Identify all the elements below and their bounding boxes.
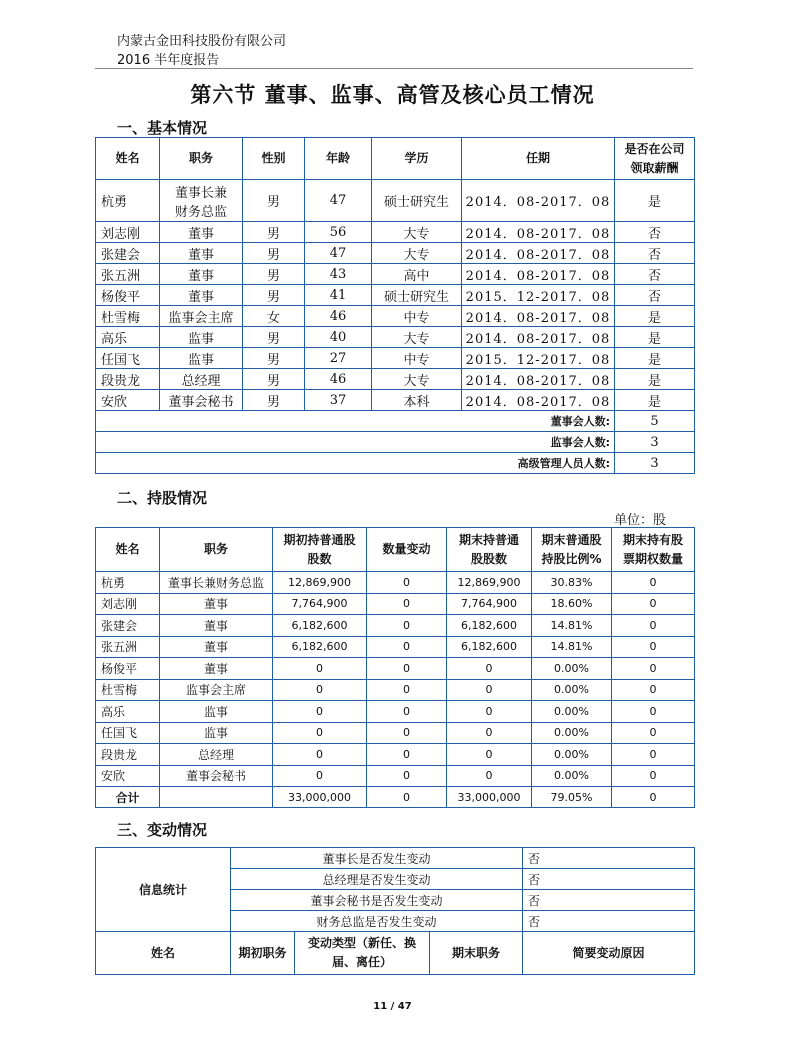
header-cell: 数量变动 [367, 528, 447, 572]
cell-change: 0 [367, 593, 447, 615]
cell-paid: 是 [615, 390, 695, 411]
cell-duty: 董事 [160, 593, 273, 615]
cell-options: 0 [612, 744, 695, 766]
cell-gender: 男 [243, 369, 305, 390]
change-question: 董事会秘书是否发生变动 [231, 890, 523, 911]
table-row [96, 615, 695, 637]
cell-duty: 董事 [160, 615, 273, 637]
total-row [96, 787, 695, 808]
cell-duty: 董事长兼财务总监 [160, 180, 243, 222]
table-row [96, 636, 695, 658]
cell-paid: 是 [615, 327, 695, 348]
cell-paid: 否 [615, 222, 695, 243]
cell-name: 张建会 [96, 615, 160, 637]
change-answer: 否 [523, 890, 695, 911]
cell-age: 56 [305, 222, 372, 243]
cell-education: 大专 [372, 327, 462, 348]
header-cell: 简要变动原因 [523, 932, 695, 975]
table-row [96, 180, 695, 222]
cell-end-shares: 0 [447, 658, 532, 680]
cell-change: 0 [367, 658, 447, 680]
cell-ratio: 30.83% [532, 572, 612, 594]
cell-start-shares: 0 [273, 722, 367, 744]
cell-end-shares: 12,869,900 [447, 572, 532, 594]
cell-name: 高乐 [96, 701, 160, 723]
cell-paid: 是 [615, 369, 695, 390]
cell-options: 0 [612, 593, 695, 615]
table-row [96, 369, 695, 390]
cell-paid: 是 [615, 180, 695, 222]
cell-name: 杜雪梅 [96, 306, 160, 327]
cell-term: 2014．08-2017．08 [462, 264, 615, 285]
total-label: 合计 [96, 787, 160, 808]
cell-name: 段贵龙 [96, 369, 160, 390]
summary-row [96, 411, 695, 432]
cell-term: 2015．12-2017．08 [462, 285, 615, 306]
change-answer: 否 [523, 848, 695, 869]
change-header-row [96, 932, 695, 975]
cell-name: 张五洲 [96, 636, 160, 658]
header-cell: 期末普通股持股比例% [532, 528, 612, 572]
cell-gender: 男 [243, 180, 305, 222]
report-name: 2016 半年度报告 [117, 53, 220, 68]
summary-row [96, 432, 695, 453]
cell-start-shares: 6,182,600 [273, 636, 367, 658]
cell-ratio: 0.00% [532, 701, 612, 723]
cell-duty: 总经理 [160, 744, 273, 766]
cell-age: 43 [305, 264, 372, 285]
cell-end-shares: 0 [447, 744, 532, 766]
table-row [96, 327, 695, 348]
cell-change: 0 [367, 636, 447, 658]
header-cell: 期初职务 [231, 932, 295, 975]
table-row [96, 701, 695, 723]
header-cell: 职务 [160, 528, 273, 572]
change-question: 财务总监是否发生变动 [231, 911, 523, 932]
cell-duty: 总经理 [160, 369, 243, 390]
cell-name: 杭勇 [96, 572, 160, 594]
cell-gender: 男 [243, 390, 305, 411]
cell-age: 47 [305, 180, 372, 222]
cell-term: 2014．08-2017．08 [462, 180, 615, 222]
cell-start-shares: 6,182,600 [273, 615, 367, 637]
table-row [96, 264, 695, 285]
table-header-row [96, 138, 695, 180]
header-cell: 是否在公司领取薪酬 [615, 138, 695, 180]
section-basic-title: 一、基本情况 [117, 119, 208, 137]
cell-term: 2014．08-2017．08 [462, 243, 615, 264]
change-answer: 否 [523, 911, 695, 932]
page-title: 第六节 董事、监事、高管及核心员工情况 [190, 83, 595, 107]
total-options: 0 [612, 787, 695, 808]
page-number: 11 / 47 [373, 1001, 412, 1012]
header-rule [95, 68, 693, 69]
cell-ratio: 14.81% [532, 615, 612, 637]
cell-change: 0 [367, 701, 447, 723]
header-cell: 期末持普通股股数 [447, 528, 532, 572]
header-cell: 学历 [372, 138, 462, 180]
cell-name: 刘志刚 [96, 222, 160, 243]
cell-end-shares: 0 [447, 701, 532, 723]
cell-start-shares: 12,869,900 [273, 572, 367, 594]
cell-age: 46 [305, 306, 372, 327]
cell-name: 张建会 [96, 243, 160, 264]
header-cell: 变动类型（新任、换届、离任） [295, 932, 430, 975]
total-ratio: 79.05% [532, 787, 612, 808]
changes-table [95, 847, 695, 975]
cell-start-shares: 0 [273, 679, 367, 701]
cell-gender: 男 [243, 264, 305, 285]
cell-term: 2014．08-2017．08 [462, 390, 615, 411]
cell-start-shares: 0 [273, 701, 367, 723]
cell-education: 大专 [372, 243, 462, 264]
cell-duty: 董事 [160, 243, 243, 264]
holdings-table [95, 527, 695, 808]
cell-gender: 男 [243, 327, 305, 348]
cell-education: 大专 [372, 222, 462, 243]
cell-change: 0 [367, 679, 447, 701]
cell-age: 37 [305, 390, 372, 411]
cell-education: 中专 [372, 306, 462, 327]
cell-change: 0 [367, 615, 447, 637]
company-name: 内蒙古金田科技股份有限公司 [117, 34, 287, 49]
cell-gender: 男 [243, 243, 305, 264]
cell-change: 0 [367, 572, 447, 594]
table-row [96, 285, 695, 306]
cell-age: 46 [305, 369, 372, 390]
table-row [96, 306, 695, 327]
cell-duty: 监事会主席 [160, 679, 273, 701]
change-answer: 否 [523, 869, 695, 890]
cell-name: 杨俊平 [96, 658, 160, 680]
cell-education: 大专 [372, 369, 462, 390]
cell-education: 高中 [372, 264, 462, 285]
cell-options: 0 [612, 636, 695, 658]
cell-options: 0 [612, 765, 695, 787]
cell-options: 0 [612, 658, 695, 680]
cell-options: 0 [612, 722, 695, 744]
cell-gender: 男 [243, 348, 305, 369]
cell-name: 段贵龙 [96, 744, 160, 766]
header-cell: 期末持有股票期权数量 [612, 528, 695, 572]
table-row [96, 222, 695, 243]
cell-education: 本科 [372, 390, 462, 411]
total-change: 0 [367, 787, 447, 808]
cell-start-shares: 0 [273, 658, 367, 680]
cell-ratio: 0.00% [532, 679, 612, 701]
header-cell: 年龄 [305, 138, 372, 180]
cell-end-shares: 6,182,600 [447, 636, 532, 658]
cell-duty: 监事会主席 [160, 306, 243, 327]
cell-name: 刘志刚 [96, 593, 160, 615]
basic-info-table [95, 137, 695, 474]
table-row [96, 243, 695, 264]
cell-end-shares: 0 [447, 765, 532, 787]
summary-value: 5 [615, 411, 695, 432]
cell-start-shares: 0 [273, 744, 367, 766]
total-start: 33,000,000 [273, 787, 367, 808]
cell-options: 0 [612, 701, 695, 723]
cell-term: 2014．08-2017．08 [462, 306, 615, 327]
info-stat-label: 信息统计 [96, 848, 231, 932]
section-holdings-title: 二、持股情况 [117, 489, 208, 507]
cell-duty: 监事 [160, 722, 273, 744]
cell-paid: 否 [615, 285, 695, 306]
total-end: 33,000,000 [447, 787, 532, 808]
cell-options: 0 [612, 679, 695, 701]
table-row [96, 765, 695, 787]
summary-label: 董事会人数: [96, 411, 615, 432]
cell-options: 0 [612, 572, 695, 594]
cell-options: 0 [612, 615, 695, 637]
header-cell: 姓名 [96, 138, 160, 180]
cell-name: 杭勇 [96, 180, 160, 222]
cell-paid: 是 [615, 306, 695, 327]
cell-paid: 否 [615, 243, 695, 264]
cell-start-shares: 7,764,900 [273, 593, 367, 615]
cell-duty: 董事会秘书 [160, 390, 243, 411]
cell-education: 硕士研究生 [372, 180, 462, 222]
table-row [96, 679, 695, 701]
unit-label: 单位：股 [614, 513, 667, 528]
cell-ratio: 14.81% [532, 636, 612, 658]
cell-ratio: 18.60% [532, 593, 612, 615]
table-row [96, 348, 695, 369]
change-question: 总经理是否发生变动 [231, 869, 523, 890]
cell-ratio: 0.00% [532, 658, 612, 680]
cell-change: 0 [367, 744, 447, 766]
summary-row [96, 453, 695, 474]
cell-name: 杨俊平 [96, 285, 160, 306]
summary-label: 高级管理人员人数: [96, 453, 615, 474]
cell-name: 任国飞 [96, 348, 160, 369]
cell-end-shares: 0 [447, 722, 532, 744]
cell-age: 27 [305, 348, 372, 369]
header-cell: 职务 [160, 138, 243, 180]
cell-duty: 董事 [160, 264, 243, 285]
table-row [96, 722, 695, 744]
cell-ratio: 0.00% [532, 765, 612, 787]
cell-term: 2014．08-2017．08 [462, 369, 615, 390]
table-row [96, 572, 695, 594]
cell-duty: 董事长兼财务总监 [160, 572, 273, 594]
cell-name: 安欣 [96, 390, 160, 411]
header-cell: 姓名 [96, 528, 160, 572]
cell-gender: 男 [243, 222, 305, 243]
table-row [96, 390, 695, 411]
table-row [96, 658, 695, 680]
cell-start-shares: 0 [273, 765, 367, 787]
cell-duty: 董事 [160, 285, 243, 306]
cell-term: 2014．08-2017．08 [462, 222, 615, 243]
cell-end-shares: 0 [447, 679, 532, 701]
cell-name: 高乐 [96, 327, 160, 348]
change-question-row [96, 848, 695, 869]
cell-gender: 男 [243, 285, 305, 306]
cell-duty: 监事 [160, 327, 243, 348]
cell-ratio: 0.00% [532, 744, 612, 766]
cell-change: 0 [367, 765, 447, 787]
cell-education: 硕士研究生 [372, 285, 462, 306]
cell-duty: 董事 [160, 222, 243, 243]
cell-term: 2014．08-2017．08 [462, 327, 615, 348]
header-cell: 期末职务 [430, 932, 523, 975]
cell-duty: 董事会秘书 [160, 765, 273, 787]
header-cell: 任期 [462, 138, 615, 180]
cell-name: 张五洲 [96, 264, 160, 285]
cell-paid: 是 [615, 348, 695, 369]
total-empty [160, 787, 273, 808]
header-cell: 期初持普通股股数 [273, 528, 367, 572]
cell-age: 40 [305, 327, 372, 348]
table-row [96, 744, 695, 766]
cell-ratio: 0.00% [532, 722, 612, 744]
cell-duty: 董事 [160, 636, 273, 658]
cell-duty: 董事 [160, 658, 273, 680]
header-cell: 姓名 [96, 932, 231, 975]
cell-name: 杜雪梅 [96, 679, 160, 701]
cell-duty: 监事 [160, 701, 273, 723]
cell-change: 0 [367, 722, 447, 744]
cell-name: 任国飞 [96, 722, 160, 744]
cell-end-shares: 7,764,900 [447, 593, 532, 615]
change-question: 董事长是否发生变动 [231, 848, 523, 869]
cell-name: 安欣 [96, 765, 160, 787]
cell-gender: 女 [243, 306, 305, 327]
summary-value: 3 [615, 432, 695, 453]
cell-duty: 监事 [160, 348, 243, 369]
cell-age: 47 [305, 243, 372, 264]
cell-education: 中专 [372, 348, 462, 369]
header-cell: 性别 [243, 138, 305, 180]
cell-age: 41 [305, 285, 372, 306]
cell-end-shares: 6,182,600 [447, 615, 532, 637]
summary-label: 监事会人数: [96, 432, 615, 453]
cell-paid: 否 [615, 264, 695, 285]
table-row [96, 593, 695, 615]
section-changes-title: 三、变动情况 [117, 821, 208, 839]
summary-value: 3 [615, 453, 695, 474]
table-header-row [96, 528, 695, 572]
cell-term: 2015．12-2017．08 [462, 348, 615, 369]
